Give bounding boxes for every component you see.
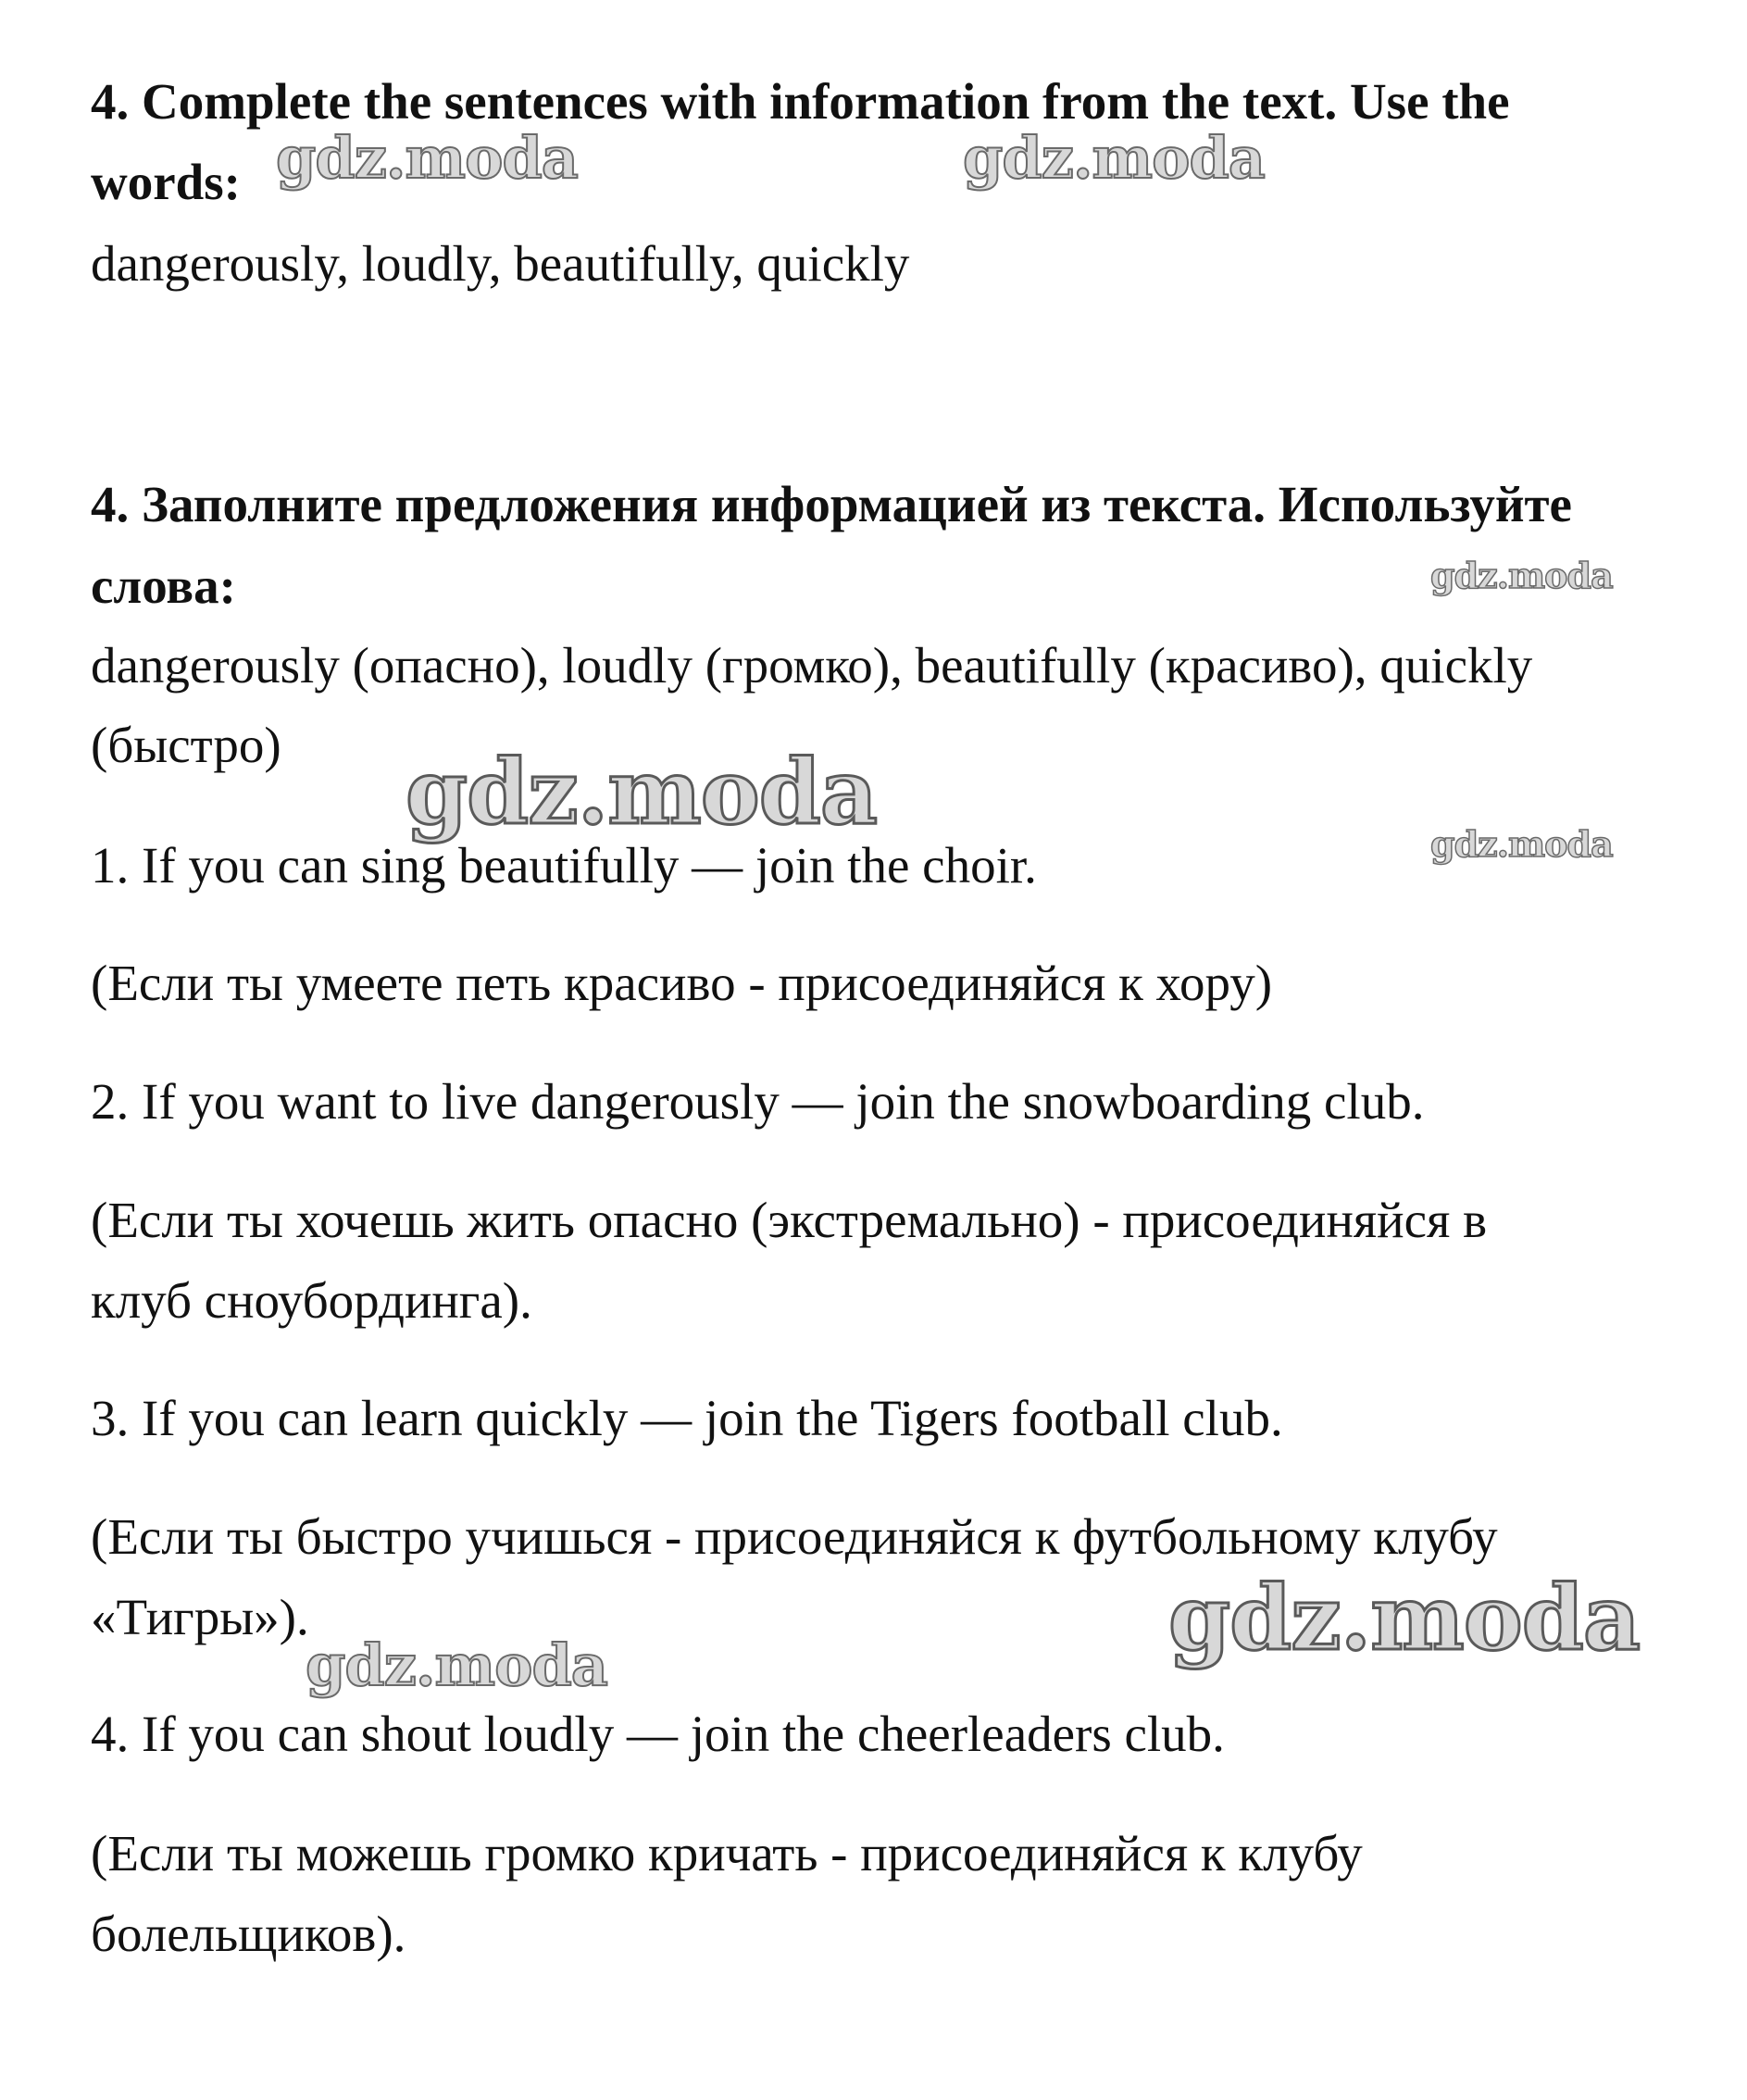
watermark: gdz.moda: [276, 124, 578, 192]
answer-translation-3: (Если ты быстро учишься - присоединяйся к футбольному клубу: [91, 1508, 1498, 1565]
task-heading-en-cont: words:: [91, 154, 241, 210]
task-heading-en: 4. Complete the sentences with information from the text. Use the: [91, 73, 1510, 130]
answer-translation-4: (Если ты можешь громко кричать - присоединяйся к клубу: [91, 1825, 1363, 1881]
word-list-en: dangerously, loudly, beautifully, quickly: [91, 235, 910, 292]
answer-translation-2-cont: клуб сноубординга).: [91, 1272, 532, 1329]
answer-sentence-2: 2. If you want to live dangerously — join the snowboarding club.: [91, 1073, 1425, 1130]
answer-translation-1: (Если ты умеете петь красиво - присоединяйся к хору): [91, 955, 1273, 1011]
task-heading-ru-cont: слова:: [91, 557, 236, 614]
watermark: gdz.moda: [306, 1631, 607, 1699]
word-list-ru: dangerously (опасно), loudly (громко), beautifully (красиво), quickly: [91, 637, 1533, 694]
answer-translation-4-cont: болельщиков).: [91, 1906, 406, 1962]
answer-sentence-4: 4. If you can shout loudly — join the cheerleaders club.: [91, 1706, 1225, 1762]
answer-translation-3-cont: «Тигры»).: [91, 1589, 309, 1645]
word-list-ru-cont: (быстро): [91, 717, 281, 773]
watermark: gdz.moda: [963, 124, 1265, 192]
watermark: gdz.moda: [1168, 1566, 1641, 1670]
watermark: gdz.moda: [406, 740, 878, 844]
answer-sentence-1: 1. If you can sing beautifully — join the choir.: [91, 837, 1037, 894]
watermark: gdz.moda: [1430, 823, 1613, 865]
watermark: gdz.moda: [1430, 555, 1613, 596]
answer-sentence-3: 3. If you can learn quickly — join the Tigers football club.: [91, 1390, 1283, 1446]
answer-translation-2: (Если ты хочешь жить опасно (экстремально) - присоединяйся в: [91, 1192, 1488, 1248]
task-heading-ru: 4. Заполните предложения информацией из текста. Используйте: [91, 476, 1572, 532]
